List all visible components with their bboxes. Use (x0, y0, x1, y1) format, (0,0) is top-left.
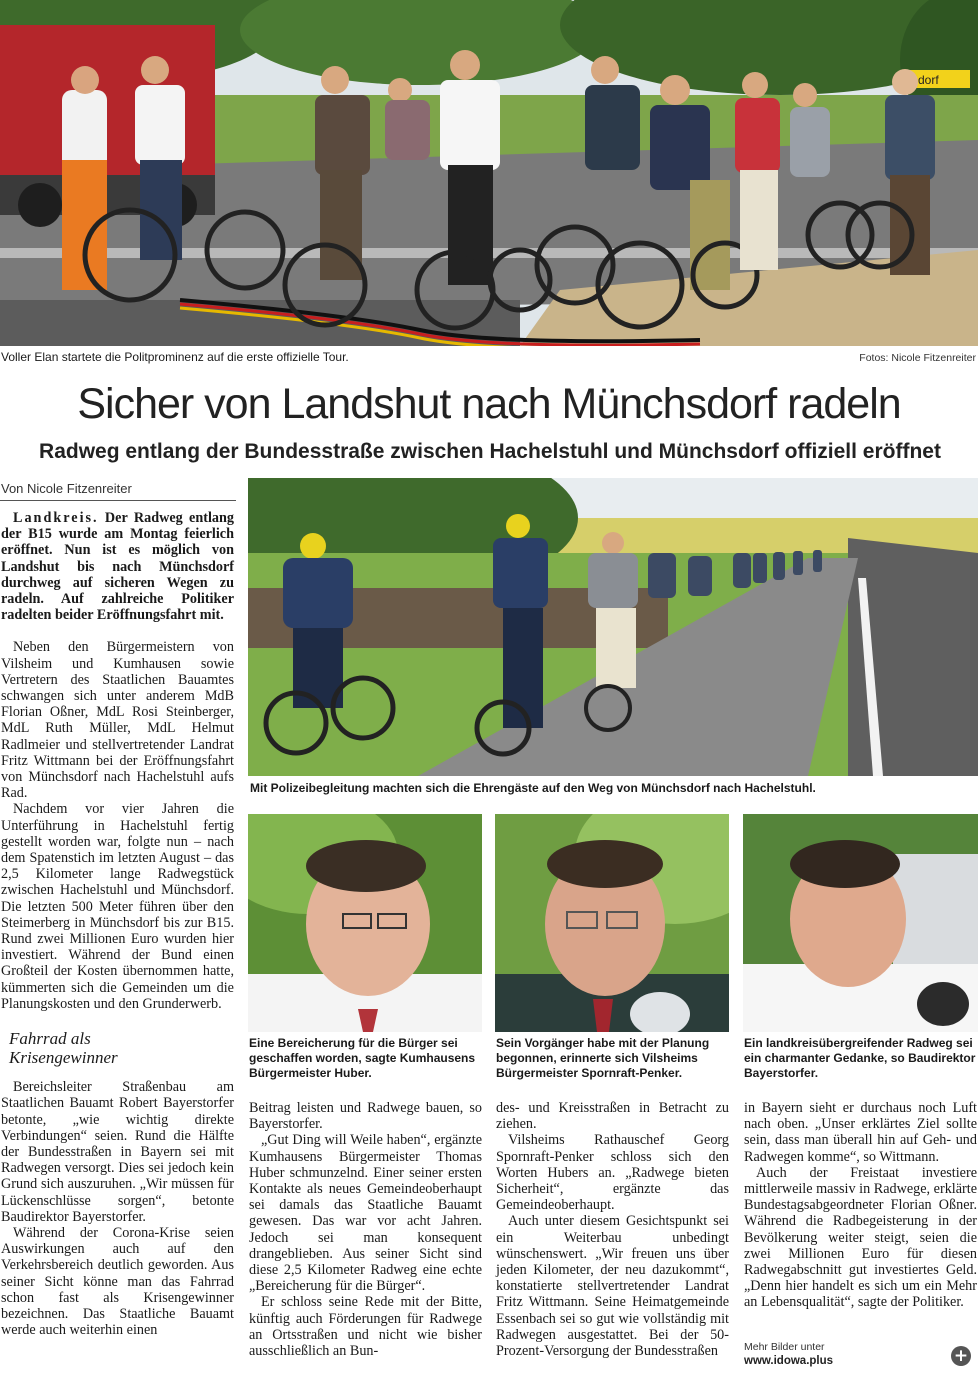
dateline: Landkreis. (13, 510, 99, 526)
more-pictures-link[interactable]: www.idowa.plus (744, 1355, 834, 1367)
plus-circle-icon[interactable]: + (951, 1346, 971, 1366)
byline: Von Nicole Fitzenreiter (1, 481, 132, 496)
col2-paragraph-1: Beitrag leisten und Radwege bauen, so Bayerstorfer. (249, 1100, 482, 1133)
column-3 (496, 1100, 729, 1359)
portrait-1-caption: Eine Bereicherung für die Bürger sei geschaffen worden, sagte Kumhausens Bürgermeister Huber. (249, 1036, 476, 1080)
crosshead-line-2: Krisengewinner (9, 1048, 118, 1068)
crosshead (9, 1029, 234, 1067)
portrait-spornraft-penker (495, 814, 729, 1032)
column-2 (249, 1100, 482, 1359)
col1-paragraph-3: Bereichsleiter Straßenbau am Staatlichen Bauamt Robert Bayerstorfer betonte, „wie wichtig direkte Verbindungen“ seien. Rund die Hälfte der Bundesstraßen in Bayern sei mit Radwegen versorgt. Dies sei jedoch kein Grund sich auszuruhen. „Wir müssen für Lückenschlüsse sorgen“, betonte Baudirektor Bayerstorfer. (1, 1079, 234, 1225)
portrait-huber-image (248, 814, 482, 1032)
col1-paragraph-4: Während der Corona-Krise seien Auswirkungen auch auf den Verkehrsbereich deutlich geworden. Aus seiner Sicht könne man das Fahrrad schon fast als Krisengewinner bezeichnen. Das Staatliche Bauamt werde auch weiterhin einen (1, 1224, 234, 1339)
portrait-spornraft-penker-image (495, 814, 729, 1032)
column-4 (744, 1100, 977, 1311)
photo-credit: Fotos: Nicole Fitzenreiter (859, 352, 976, 364)
top-photo-caption: Voller Elan startete die Politprominenz auf die erste offizielle Tour. (1, 350, 349, 364)
col4-paragraph-1: in Bayern sieht er durchaus noch Luft nach oben. „Unser erklärtes Ziel sollte sein, dass man überall hin auf Geh- und Radwegen komme“, so Wittmann. (744, 1100, 977, 1165)
col3-paragraph-1: des- und Kreisstraßen in Betracht zu ziehen. (496, 1100, 729, 1133)
portrait-bayerstorfer (743, 814, 978, 1032)
byline-divider (0, 500, 236, 501)
col4-paragraph-2: Auch der Freistaat investiere mittlerweile massiv in Radwege, erklärte Bundestagsabgeordneter Florian Oßner. Während die Radbegeisterung in der Bevölkerung weiter steigt, seien die zwei Millionen Euro für diesen Radwegabschnitt gut investiertes Geld. „Denn hier handelt es sich um ein Mehr an Lebensqualität“, sagte der Politiker. (744, 1164, 977, 1311)
lead-paragraph (1, 510, 234, 623)
column-1 (1, 510, 234, 1338)
portrait-3-caption: Ein landkreisübergreifender Radweg sei ein charmanter Gedanke, so Baudirektor Bayerstorfer. (744, 1036, 976, 1080)
col3-paragraph-2: Vilsheims Rathauschef Georg Spornraft-Penker schloss sich den Worten Hubers an. „Radwege bieten Sicherheit“, ergänzte das Gemeindeoberhaupt. (496, 1132, 729, 1214)
col1-paragraph-1: Neben den Bürgermeistern von Vilsheim und Kumhausen sowie Vertretern des Staatlichen Bauamtes schwangen sich unter anderem MdB Florian Oßner, MdL Rosi Steinberger, MdL Ruth Müller, MdL Helmut Radlmeier und stellvertretender Landrat Fritz Wittmann bei der Eröffnungsfahrt von Münchsdorf nach Hachelstuhl aufs Rad. (1, 639, 234, 802)
col2-paragraph-3: Er schloss seine Rede mit der Bitte, künftig auch Förderungen für Radwege an Ortsstraßen und nicht wie bisher ausschließlich an Bun- (249, 1294, 482, 1360)
col1-paragraph-2: Nachdem vor vier Jahren die Unterführung in Hachelstuhl fertig gestellt worden war, folgte nun – nach dem Spatenstich im letzten August – das 2,5 Kilometer lange Radwegstück zwischen Hachelstuhl und Münchsdorf. Die letzten 500 Meter führen über den Steimerberg in Münchsdorf bis zur B15. Rund zwei Millionen Euro wurden hier investiert. Während der Bund einen Großteil der Kosten übernommen hatte, kümmerten sich die Gemeinden um die Planungskosten und den Grunderwerb. (1, 801, 234, 1012)
portrait-bayerstorfer-image (743, 814, 978, 1032)
police-escort-caption: Mit Polizeibegleitung machten sich die Ehrengäste auf den Weg von Münchsdorf nach Hachelstuhl. (250, 781, 816, 795)
crosshead-line-1: Fahrrad als (9, 1029, 91, 1049)
top-photo-illustration (0, 0, 978, 346)
more-pictures-label: Mehr Bilder unter (744, 1341, 825, 1353)
subheadline: Radweg entlang der Bundesstraße zwischen Hachelstuhl und Münchsdorf offiziell eröffnet (39, 440, 941, 463)
col3-paragraph-3: Auch unter diesem Gesichtspunkt sei ein Weiterbau unbedingt wünschenswert. „Wir freuen uns über jeden Kilometer, der neu dazukommt“, konstatierte stellvertretender Landrat Fritz Wittmann. Seine Heimatgemeinde Essenbach sei so gut wie vollständig mit Radwegen ausgestattet. Bei der 50-Prozent-Versorgung der Bundesstraßen (496, 1213, 729, 1360)
portrait-huber (248, 814, 482, 1032)
sign-text: dorf (918, 73, 939, 87)
police-escort-photo (248, 478, 978, 776)
top-photo (0, 0, 978, 346)
police-escort-illustration (248, 478, 978, 776)
col2-paragraph-2: „Gut Ding will Weile haben“, ergänzte Kumhausens Bürgermeister Thomas Huber schmunzelnd. Einer seiner ersten Kontakte als neues Gemeindeoberhaupt sei damals das Staatliche Bauamt gewesen. Das war vor acht Jahren. Jedoch sei man konsequent drangeblieben. Aus seiner Sicht sind diese 2,5 Kilometer Radweg eine echte „Bereicherung für die Bürger“. (249, 1132, 482, 1295)
portrait-2-caption: Sein Vorgänger habe mit der Planung begonnen, erinnerte sich Vilsheims Bürgermeister Spornraft-Penker. (496, 1036, 710, 1080)
lead-text: Der Radweg entlang der B15 wurde am Montag feierlich eröffnet. Nun ist es möglich von Landshut bis nach Münchsdorf durchweg auf sicheren Wegen zu radeln. Auf zahlreiche Politiker radelten beider Eröffnungsfahrt mit. (1, 510, 234, 624)
headline: Sicher von Landshut nach Münchsdorf radeln (77, 380, 901, 428)
